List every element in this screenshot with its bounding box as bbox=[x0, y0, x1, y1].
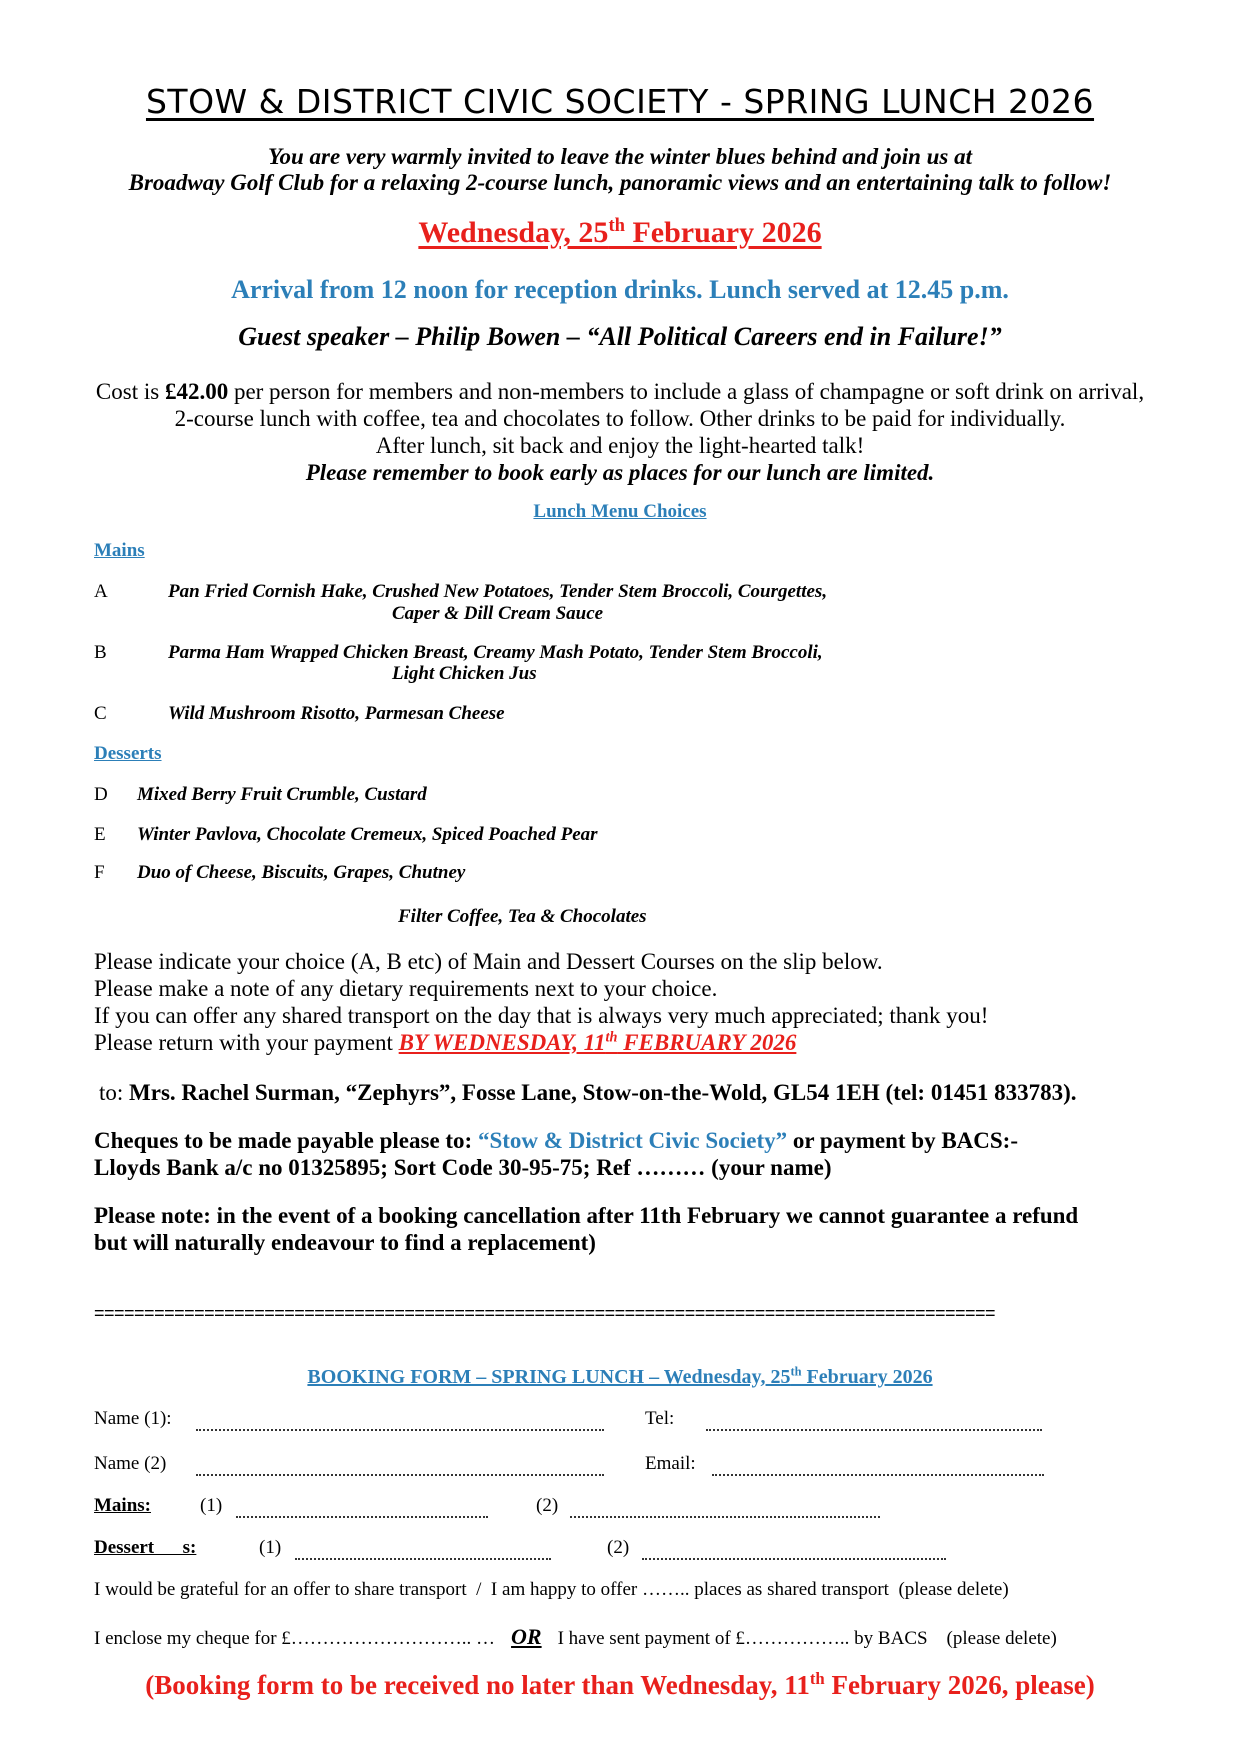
return-deadline: BY WEDNESDAY, 11th FEBRUARY 2026 bbox=[398, 1029, 797, 1055]
final-deadline-note: (Booking form to be received no later than Wednesday, 11th February 2026, please) bbox=[145, 1669, 1095, 1700]
coffee-line: Filter Coffee, Tea & Chocolates bbox=[398, 906, 647, 927]
main-c-letter: C bbox=[94, 703, 107, 724]
desserts-choice1-field[interactable] bbox=[295, 1544, 551, 1560]
postal-address: to: Mrs. Rachel Surman, “Zephyrs”, Fosse Lane, Stow-on-the-Wold, GL54 1EH (tel: 01451 833783). bbox=[99, 1080, 1077, 1105]
mains-choice1-label: (1) bbox=[200, 1495, 223, 1516]
payment-line: I enclose my cheque for £……………………….. … OR I have sent payment of £…………….. by BACS (please delete) bbox=[94, 1624, 1057, 1649]
cheque-amount-field[interactable]: ……………………….. … bbox=[290, 1628, 496, 1649]
mains-label: Mains: bbox=[94, 1495, 151, 1516]
desserts-choice1-label: (1) bbox=[259, 1537, 282, 1558]
main-b-line-2: Light Chicken Jus bbox=[392, 663, 537, 684]
cost-line-2: 2-course lunch with coffee, tea and chocolates to follow. Other drinks to be paid for individually. bbox=[174, 406, 1066, 431]
payee: “Stow & District Civic Society” bbox=[477, 1128, 788, 1153]
bank-details: Lloyds Bank a/c no 01325895; Sort Code 30-95-75; Ref ……… (your name) bbox=[94, 1155, 832, 1180]
name1-label: Name (1): bbox=[94, 1408, 172, 1429]
email-label: Email: bbox=[645, 1453, 696, 1474]
intro-text bbox=[0, 144, 1240, 196]
main-a-line-2: Caper & Dill Cream Sauce bbox=[392, 603, 604, 624]
arrival-time: Arrival from 12 noon for reception drinks. Lunch served at 12.45 p.m. bbox=[231, 275, 1009, 304]
dessert-f-text: Duo of Cheese, Biscuits, Grapes, Chutney bbox=[137, 862, 466, 883]
dessert-e-letter: E bbox=[94, 824, 106, 845]
intro-line-1: You are very warmly invited to leave the winter blues behind and join us at bbox=[267, 144, 973, 169]
cost-line-1: Cost is £42.00 per person for members and non-members to include a glass of champagne or soft drink on arrival, bbox=[95, 379, 1145, 404]
email-field[interactable] bbox=[712, 1460, 1044, 1476]
main-b-letter: B bbox=[94, 642, 107, 663]
cancellation-line-1: Please note: in the event of a booking cancellation after 11th February we cannot guarantee a refund bbox=[94, 1203, 1079, 1228]
instructions-line-2: Please make a note of any dietary requirements next to your choice. bbox=[94, 976, 718, 1001]
cut-line-separator: ========================================================================================== bbox=[94, 1303, 996, 1323]
mains-heading: Mains bbox=[94, 540, 145, 561]
name1-field[interactable] bbox=[196, 1415, 604, 1431]
cheque-details bbox=[94, 1127, 1018, 1181]
tel-label: Tel: bbox=[645, 1408, 675, 1429]
desserts-heading: Desserts bbox=[94, 743, 162, 764]
main-b-line-1: Parma Ham Wrapped Chicken Breast, Creamy Mash Potato, Tender Stem Broccoli, bbox=[168, 642, 823, 663]
guest-speaker: Guest speaker – Philip Bowen – “All Political Careers end in Failure!” bbox=[238, 322, 1002, 351]
desserts-choice2-field[interactable] bbox=[642, 1544, 946, 1560]
mains-choice1-field[interactable] bbox=[236, 1502, 488, 1518]
dessert-d-letter: D bbox=[94, 784, 108, 805]
page-title: STOW & DISTRICT CIVIC SOCIETY - SPRING LUNCH 2026 bbox=[145, 82, 1095, 121]
transport-places-field[interactable]: …….. bbox=[642, 1579, 690, 1600]
transport-line: I would be grateful for an offer to share transport / I am happy to offer …….. places as shared transport (please delete) bbox=[94, 1579, 1009, 1600]
instructions-line-4: Please return with your payment BY WEDNESDAY, 11th FEBRUARY 2026 bbox=[94, 1029, 797, 1055]
dessert-e-text: Winter Pavlova, Chocolate Cremeux, Spiced Poached Pear bbox=[137, 824, 598, 845]
dessert-d-text: Mixed Berry Fruit Crumble, Custard bbox=[137, 784, 427, 805]
desserts-choice2-label: (2) bbox=[607, 1537, 630, 1558]
mains-choice2-field[interactable] bbox=[570, 1502, 880, 1518]
cancellation-line-2: but will naturally endeavour to find a replacement) bbox=[94, 1230, 596, 1255]
price: £42.00 bbox=[164, 379, 229, 404]
main-c-line-1: Wild Mushroom Risotto, Parmesan Cheese bbox=[168, 703, 505, 724]
or-label: OR bbox=[511, 1624, 542, 1649]
desserts-label: Dessert s: bbox=[94, 1537, 197, 1558]
book-early-note: Please remember to book early as places for our lunch are limited. bbox=[305, 460, 935, 485]
dessert-f-letter: F bbox=[94, 862, 105, 883]
mains-choice2-label: (2) bbox=[536, 1495, 559, 1516]
cheque-line-1: Cheques to be made payable please to: “Stow & District Civic Society” or payment by BACS:- bbox=[94, 1128, 1019, 1153]
main-a-line-1: Pan Fried Cornish Hake, Crushed New Potatoes, Tender Stem Broccoli, Courgettes, bbox=[168, 581, 828, 602]
tel-field[interactable] bbox=[706, 1415, 1042, 1431]
cost-details bbox=[0, 378, 1240, 486]
booking-form-title: BOOKING FORM – SPRING LUNCH – Wednesday, 25th February 2026 bbox=[307, 1364, 933, 1388]
bacs-amount-field[interactable]: …………….. bbox=[744, 1628, 850, 1649]
cost-line-3: After lunch, sit back and enjoy the light-hearted talk! bbox=[375, 433, 865, 458]
instructions-line-3: If you can offer any shared transport on the day that is always very much appreciated; thank you! bbox=[94, 1003, 989, 1028]
name2-label: Name (2) bbox=[94, 1453, 167, 1474]
cancellation-note bbox=[94, 1202, 1078, 1256]
main-a-letter: A bbox=[94, 581, 108, 602]
event-date: Wednesday, 25th February 2026 bbox=[418, 215, 822, 249]
name2-field[interactable] bbox=[196, 1460, 604, 1476]
menu-title: Lunch Menu Choices bbox=[533, 501, 707, 522]
instructions bbox=[94, 948, 988, 1056]
instructions-line-1: Please indicate your choice (A, B etc) of Main and Dessert Courses on the slip below. bbox=[94, 949, 883, 974]
intro-line-2: Broadway Golf Club for a relaxing 2-course lunch, panoramic views and an entertaining talk to follow! bbox=[128, 170, 1112, 195]
